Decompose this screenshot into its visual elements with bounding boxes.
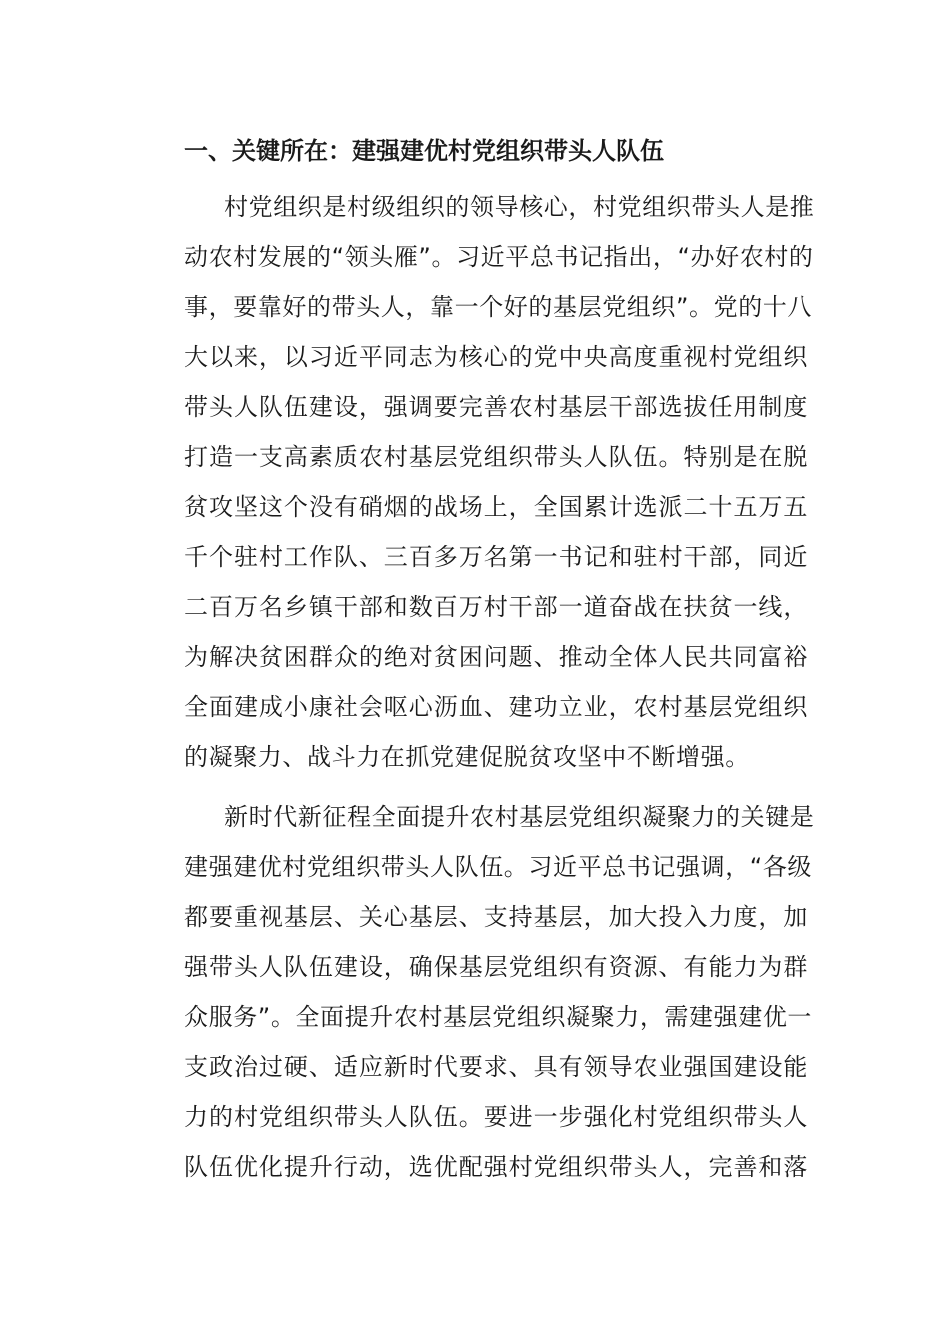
paragraph-line: 打造一支高素质农村基层党组织带头人队伍。特别是在脱 — [184, 443, 808, 471]
paragraph-line: 都要重视基层、关心基层、支持基层，加大投入力度，加 — [184, 903, 808, 931]
paragraph-line: 力的村党组织带头人队伍。要进一步强化村党组织带头人 — [184, 1103, 808, 1131]
paragraph-line: 二百万名乡镇干部和数百万村干部一道奋战在扶贫一线， — [184, 593, 808, 621]
paragraph-line: 支政治过硬、适应新时代要求、具有领导农业强国建设能 — [184, 1053, 808, 1081]
paragraph-line: 带头人队伍建设，强调要完善农村基层干部选拔任用制度 — [184, 393, 808, 421]
paragraph-line: 为解决贫困群众的绝对贫困问题、推动全体人民共同富裕 — [184, 643, 808, 671]
paragraph-line: 强带头人队伍建设，确保基层党组织有资源、有能力为群 — [184, 953, 808, 981]
document-page — [144, 126, 815, 1202]
paragraph-1 — [144, 182, 815, 782]
paragraph-line: 贫攻坚这个没有硝烟的战场上，全国累计选派二十五万五 — [184, 493, 808, 521]
paragraph-line: 新时代新征程全面提升农村基层党组织凝聚力的关键是 — [224, 803, 815, 831]
paragraph-line: 村党组织是村级组织的领导核心，村党组织带头人是推 — [224, 193, 815, 221]
section-heading: 一、关键所在：建强建优村党组织带头人队伍 — [184, 137, 664, 165]
paragraph-line: 千个驻村工作队、三百多万名第一书记和驻村干部，同近 — [184, 543, 808, 571]
paragraph-line: 事，要靠好的带头人，靠一个好的基层党组织”。党的十八 — [184, 293, 813, 321]
paragraph-line: 的凝聚力、战斗力在抓党建促脱贫攻坚中不断增强。 — [184, 743, 750, 771]
paragraph-line: 建强建优村党组织带头人队伍。习近平总书记强调，“各级 — [184, 853, 813, 881]
paragraph-line: 众服务”。全面提升农村基层党组织凝聚力，需建强建优一 — [184, 1003, 813, 1031]
paragraph-line: 全面建成小康社会呕心沥血、建功立业，农村基层党组织 — [184, 693, 808, 721]
paragraph-line: 动农村发展的“领头雁”。习近平总书记指出，“办好农村的 — [184, 243, 814, 271]
paragraph-line: 大以来，以习近平同志为核心的党中央高度重视村党组织 — [184, 343, 808, 371]
paragraph-2 — [144, 792, 815, 1192]
paragraph-line: 队伍优化提升行动，选优配强村党组织带头人，完善和落 — [184, 1153, 808, 1181]
